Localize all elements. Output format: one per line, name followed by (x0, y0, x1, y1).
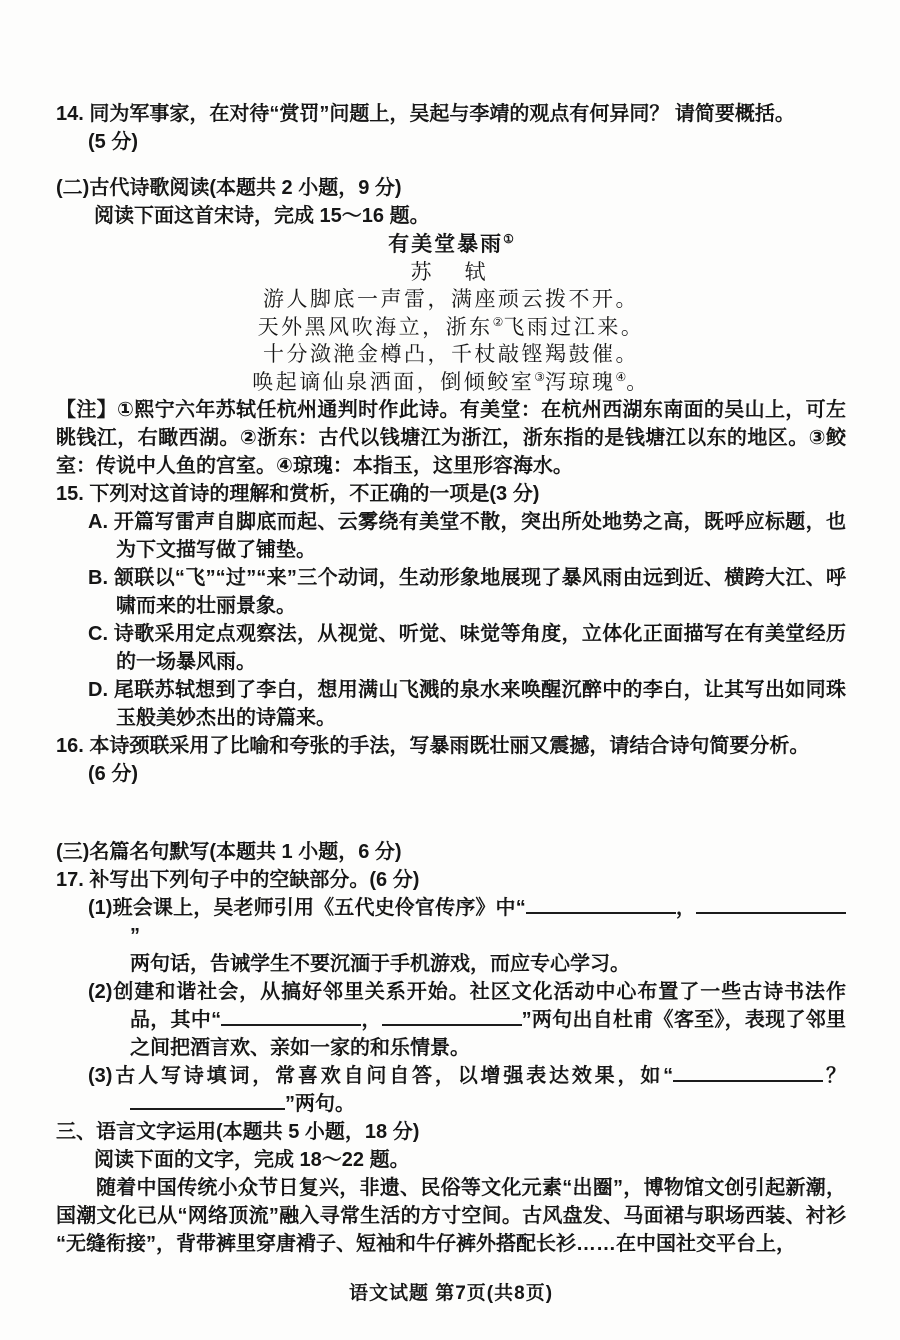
question-15 (56, 480, 846, 508)
poem-title (56, 230, 846, 258)
footnote-marker-1: ① (503, 232, 514, 246)
q17-item-2 (88, 978, 846, 1062)
option-a-label: A. (88, 511, 108, 533)
section-4-heading: 三、语言文字运用(本题共 5 小题，18 分) (56, 1121, 420, 1143)
footnote-marker-4: ④ (615, 369, 627, 384)
page-footer: 语文试题 第7页(共8页) (348, 1283, 554, 1304)
q17-item-3-label: (3) (88, 1065, 113, 1087)
option-c-label: C. (88, 623, 108, 645)
question-14-number: 14. (56, 103, 84, 125)
option-a-text: 开篇写雷声自脚底而起、云雾绕有美堂不散，突出所处地势之高，既呼应标题，也为下文描写做了铺垫。 (113, 511, 846, 561)
answer-blank (673, 1064, 823, 1082)
question-14-score: (5 分) (88, 131, 138, 153)
q17-item-1-pre: 班会课上，吴老师引用《五代史伶官传序》中“ (112, 897, 526, 919)
poem-footnotes: 【注】①熙宁六年苏轼任杭州通判时作此诗。有美堂：在杭州西湖东南面的吴山上，可左眺钱江，右瞰西湖。②浙东：古代以钱塘江为浙江，浙东指的是钱塘江以东的地区。③鲛室：传说中人鱼的宫室。④琼瑰：本指玉，这里形容海水。 (56, 399, 846, 477)
footnote-marker-2: ② (492, 314, 504, 329)
option-b-text: 颔联以“飞”“过”“来”三个动词，生动形象地展现了暴风雨由远到近、横跨大江、呼啸而来的壮丽景象。 (113, 567, 847, 617)
answer-blank (130, 1092, 215, 1110)
question-14-text: 同为军事家，在对待“赏罚”问题上，吴起与李靖的观点有何异同？ 请简要概括。 (89, 103, 795, 125)
question-17-stem: 补写出下列句子中的空缺部分。(6 分) (89, 869, 420, 891)
question-16-text: 本诗颈联采用了比喻和夸张的手法，写暴雨既壮丽又震撼，请结合诗句简要分析。 (89, 735, 810, 757)
question-14 (56, 100, 846, 128)
answer-blank (382, 1008, 522, 1026)
q17-item-3-pre: 古人写诗填词，常喜欢自问自答，以增强表达效果，如“ (112, 1065, 674, 1087)
option-d-label: D. (88, 679, 108, 701)
question-16-number: 16. (56, 735, 84, 757)
q17-item-3 (88, 1062, 846, 1118)
poem-line-2 (56, 314, 846, 342)
poem-title-text: 有美堂暴雨 (388, 231, 504, 256)
section-3-heading: (三)名篇名句默写(本题共 1 小题，6 分) (56, 841, 402, 863)
question-15-stem: 下列对这首诗的理解和赏析，不正确的一项是(3 分) (89, 483, 540, 505)
q17-item-1-label: (1) (88, 897, 113, 919)
poem (56, 230, 846, 396)
q17-item-2-comma: ， (361, 1009, 382, 1031)
question-17 (56, 866, 846, 894)
option-a (88, 508, 846, 564)
option-c (88, 620, 846, 676)
page-content (56, 100, 846, 1308)
q17-item-2-label: (2) (88, 981, 113, 1003)
q17-item-1-tail: 两句话，告诫学生不要沉湎于手机游戏，而应专心学习。 (130, 953, 630, 975)
answer-blank (215, 1092, 285, 1110)
reading-passage: 随着中国传统小众节日复兴，非遗、民俗等文化元素“出圈”，博物馆文创引起新潮，国潮文化已从“网络顶流”融入寻常生活的方寸空间。古风盘发、马面裙与职场西装、衬衫“无缝衔接”，背带裤里穿唐褙子、短袖和牛仔裤外搭配长衫……在中国社交平台上， (56, 1177, 846, 1255)
answer-blank (696, 896, 846, 914)
option-b (88, 564, 846, 620)
q17-item-2-pre: 创建和谐社会，从搞好邻里关系开始。社区文化活动中心布置了一些古诗书法作品，其中“ (112, 981, 846, 1031)
q17-item-1-quote: ” (130, 925, 140, 947)
question-17-items (56, 894, 846, 1118)
section-4-intro: 阅读下面的文字，完成 18～22 题。 (94, 1149, 410, 1171)
q17-item-3-qmark: ？ (823, 1065, 847, 1087)
poem-line-4-text-end: 。 (626, 369, 650, 394)
question-16-score: (6 分) (88, 763, 138, 785)
q17-item-1-comma: ， (675, 897, 697, 919)
option-d-text: 尾联苏轼想到了李白，想用满山飞溅的泉水来唤醒沉醉中的李白，让其写出如同珠玉般美妙杰出的诗篇来。 (113, 679, 846, 729)
poem-line-4 (56, 369, 846, 397)
section-2-heading: (二)古代诗歌阅读(本题共 2 小题，9 分) (56, 177, 402, 199)
question-15-options (56, 508, 846, 732)
poem-line-2-text: 天外黑风吹海立，浙东 (257, 314, 493, 339)
poem-line-4-text: 唤起谪仙泉洒面，倒倾鲛室 (252, 369, 535, 394)
q17-item-2-post: ”两句出自杜甫《客至》，表现了邻里之间把酒言欢、亲如一家的和乐情景。 (130, 1009, 847, 1059)
footnote-marker-3: ③ (534, 369, 545, 384)
answer-blank (221, 1008, 361, 1026)
q17-item-3-post: ”两句。 (285, 1093, 355, 1115)
poem-line-2-text-cont: 飞雨过江来。 (503, 314, 645, 339)
option-b-label: B. (88, 567, 108, 589)
poem-line-3: 十分潋滟金樽凸，千杖敲铿羯鼓催。 (263, 342, 639, 366)
question-16 (56, 732, 846, 760)
option-c-text: 诗歌采用定点观察法，从视觉、听觉、味觉等角度，立体化正面描写在有美堂经历的一场暴风雨。 (113, 623, 846, 673)
option-d (88, 676, 846, 732)
answer-blank (526, 896, 676, 914)
section-2-intro: 阅读下面这首宋诗，完成 15～16 题。 (94, 205, 430, 227)
q17-item-1 (88, 894, 846, 978)
poem-author: 苏 轼 (410, 260, 492, 284)
poem-line-1: 游人脚底一声雷，满座顽云拨不开。 (263, 287, 639, 311)
question-15-number: 15. (56, 483, 84, 505)
question-17-number: 17. (56, 869, 84, 891)
poem-line-4-text-mid: 泻琼瑰 (545, 369, 616, 394)
